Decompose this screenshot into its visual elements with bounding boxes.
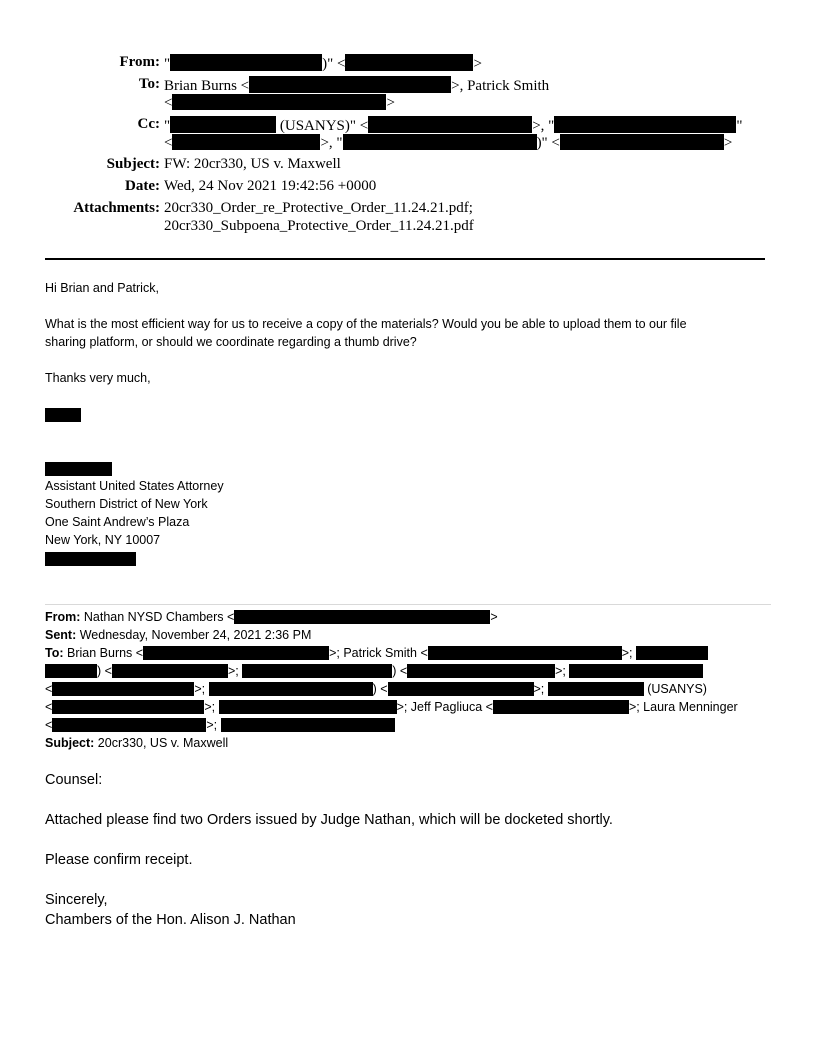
attachment-1: 20cr330_Order_re_Protective_Order_11.24.21.pdf;: [164, 200, 473, 216]
attachment-2: 20cr330_Subpoena_Protective_Order_11.24.21.pdf: [164, 218, 474, 234]
to-value: Brian Burns < >, Patrick Smith: [164, 78, 550, 94]
fwd-from: From: Nathan NYSD Chambers < >: [45, 610, 498, 624]
fwd-to-line4: < >; >; Jeff Pagliuca < >; Laura Menninger: [45, 700, 738, 714]
cc-value-line2: < >, " )" < >: [164, 135, 733, 151]
cc-value: " (USANYS)" < >, " ": [164, 118, 743, 134]
signature-address-2: New York, NY 10007: [45, 533, 161, 547]
attachments-label: Attachments:: [73, 200, 160, 216]
from-value: " )" < >: [164, 56, 482, 72]
redaction: [170, 54, 322, 71]
redaction: [560, 134, 724, 150]
counsel-salutation: Counsel:: [45, 772, 103, 788]
thanks: Thanks very much,: [45, 371, 151, 385]
signature-office: Southern District of New York: [45, 497, 208, 511]
fwd-sent: Sent: Wednesday, November 24, 2021 2:36 PM: [45, 628, 312, 642]
signature-title: Assistant United States Attorney: [45, 479, 224, 493]
redaction: [249, 76, 451, 93]
redaction: [636, 646, 708, 660]
redacted-signoff: [45, 408, 81, 422]
redaction: [428, 646, 622, 660]
signature-address-1: One Saint Andrew’s Plaza: [45, 515, 190, 529]
redaction: [112, 664, 228, 678]
redaction: [234, 610, 490, 624]
redaction: [345, 54, 473, 71]
fwd-to-line3: < >; ) < >; (USANYS): [45, 682, 707, 696]
body-paragraph-line2: sharing platform, or should we coordinate regarding a thumb drive?: [45, 335, 417, 349]
redacted-phone: [45, 552, 136, 566]
fwd-signature: Chambers of the Hon. Alison J. Nathan: [45, 912, 296, 928]
redaction: [172, 94, 386, 110]
fwd-closing: Sincerely,: [45, 892, 108, 908]
fwd-body-paragraph: Attached please find two Orders issued by Judge Nathan, which will be docketed shortly.: [45, 812, 613, 828]
fwd-to-line1: To: Brian Burns < >; Patrick Smith < >;: [45, 646, 708, 660]
redaction: [493, 700, 629, 714]
fwd-confirm: Please confirm receipt.: [45, 852, 193, 868]
redaction: [209, 682, 373, 696]
redaction: [343, 134, 537, 150]
redaction: [548, 682, 644, 696]
fwd-to-line5: < >;: [45, 718, 395, 732]
redaction: [172, 134, 320, 150]
fwd-to-line2: ) < >; ) < >;: [45, 664, 703, 678]
redaction: [569, 664, 703, 678]
redaction: [219, 700, 397, 714]
redacted-sender-name: [45, 462, 112, 476]
header-divider: [45, 258, 765, 260]
redaction: [170, 116, 276, 133]
redaction: [388, 682, 534, 696]
to-value-line2: < >: [164, 95, 395, 111]
fwd-subject: Subject: 20cr330, US v. Maxwell: [45, 736, 229, 750]
redaction: [407, 664, 555, 678]
redaction: [52, 682, 194, 696]
redaction: [143, 646, 329, 660]
date-label: Date:: [125, 178, 160, 194]
redaction: [554, 116, 736, 133]
forward-divider: [45, 604, 771, 605]
redaction: [52, 718, 206, 732]
subject-value: FW: 20cr330, US v. Maxwell: [164, 156, 341, 172]
to-label: To:: [138, 76, 160, 92]
redaction: [52, 700, 204, 714]
body-paragraph-line1: What is the most efficient way for us to receive a copy of the materials? Would you be able to upload them to our file: [45, 317, 687, 331]
cc-label: Cc:: [137, 116, 160, 132]
from-label: From:: [119, 54, 160, 70]
greeting: Hi Brian and Patrick,: [45, 281, 159, 295]
redaction: [242, 664, 392, 678]
redaction: [368, 116, 532, 133]
subject-label: Subject:: [106, 156, 160, 172]
redaction: [221, 718, 395, 732]
date-value: Wed, 24 Nov 2021 19:42:56 +0000: [164, 178, 377, 194]
redaction: [45, 664, 97, 678]
